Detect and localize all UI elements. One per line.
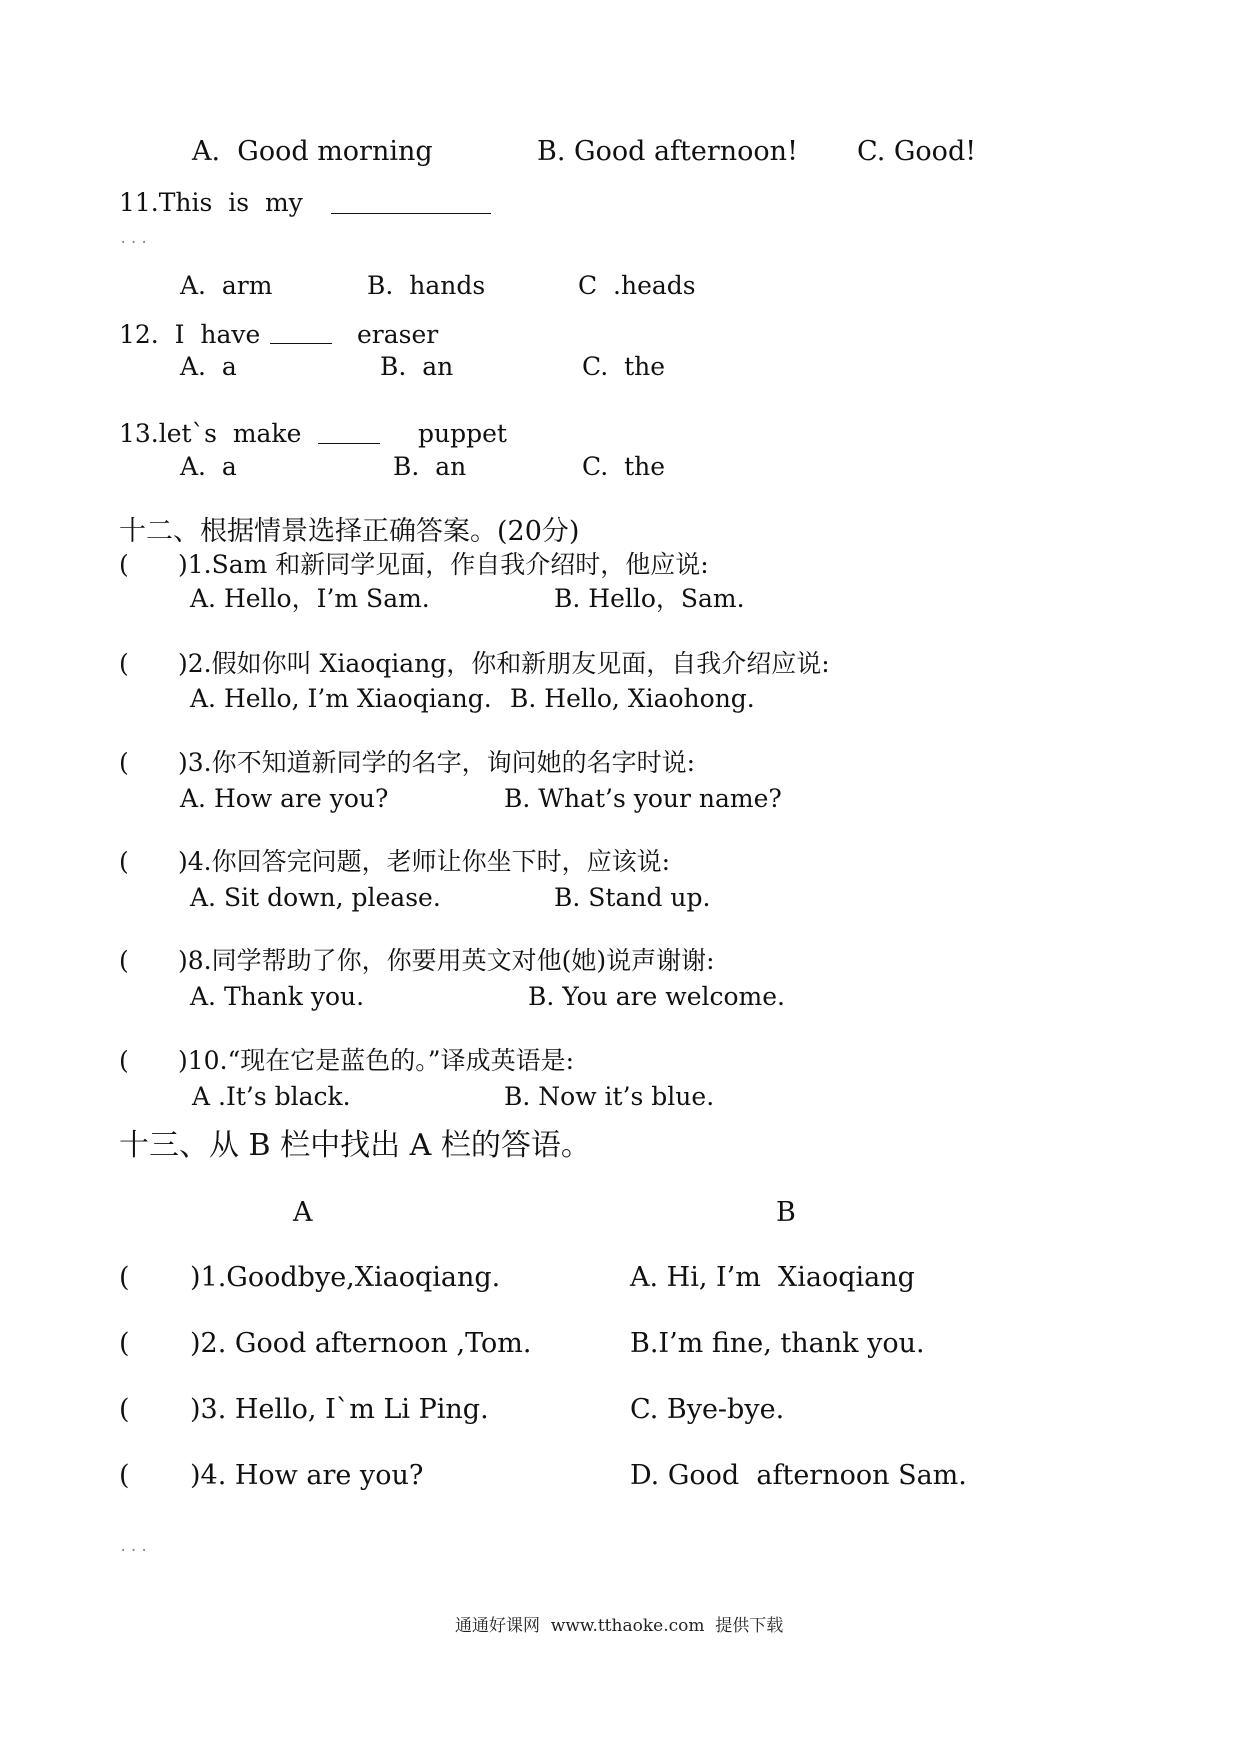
q12-8-stem: )8.同学帮助了你，你要用英文对他(她)说声谢谢: <box>178 946 715 975</box>
q12-1-option-a: A. Hello，I’m Sam. <box>190 584 430 613</box>
q10-option-c: C. Good! <box>857 136 977 167</box>
match-1-paren: ( <box>119 1262 130 1293</box>
match-2-left: )2. Good afternoon ,Tom. <box>190 1328 532 1359</box>
q12-option-c: C. the <box>582 352 666 381</box>
q11-stem: 11.This is my <box>119 188 303 217</box>
q12-3-option-a: A. How are you? <box>180 784 389 813</box>
match-3-paren: ( <box>119 1394 130 1425</box>
dot-leader: ... <box>119 231 151 247</box>
q12-2-stem: )2.假如你叫 Xiaoqiang，你和新朋友见面，自我介绍应说: <box>178 649 830 678</box>
match-3-right: C. Bye-bye. <box>630 1394 785 1425</box>
part13-heading: 十三、从 B 栏中找出 A 栏的答语。 <box>119 1128 591 1163</box>
q12-1-option-b: B. Hello，Sam. <box>554 584 745 613</box>
match-4-paren: ( <box>119 1460 130 1491</box>
q12-4-stem: )4.你回答完问题，老师让你坐下时，应该说: <box>178 847 671 876</box>
q12-1-paren: ( <box>119 550 129 579</box>
q12-option-b: B. an <box>380 352 454 381</box>
q12-3-stem: )3.你不知道新同学的名字，询问她的名字时说: <box>178 748 696 777</box>
q13-answer-blank <box>318 443 380 444</box>
column-a-label: A <box>293 1197 313 1228</box>
q12-3-option-b: B. What’s your name? <box>504 784 782 813</box>
match-3-left: )3. Hello, I`m Li Ping. <box>190 1394 489 1425</box>
q12-10-paren: ( <box>119 1046 129 1075</box>
q12-stem-after: eraser <box>357 320 439 349</box>
q12-2-option-a: A. Hello, I’m Xiaoqiang. <box>190 684 492 713</box>
q12-option-a: A. a <box>180 352 237 381</box>
match-1-left: )1.Goodbye,Xiaoqiang. <box>190 1262 501 1293</box>
q12-answer-blank <box>270 343 332 344</box>
footer-source: 通通好课网 www.tthaoke.com 提供下载 <box>455 1616 784 1636</box>
q12-8-paren: ( <box>119 946 129 975</box>
q11-option-c: C .heads <box>578 271 696 300</box>
q13-option-c: C. the <box>582 452 666 481</box>
q12-4-option-a: A. Sit down, please. <box>190 883 441 912</box>
q11-option-b: B. hands <box>367 271 486 300</box>
q10-option-b: B. Good afternoon! <box>537 136 798 167</box>
q12-3-paren: ( <box>119 748 129 777</box>
column-b-label: B <box>776 1197 796 1228</box>
q13-stem-after: puppet <box>418 419 507 448</box>
q12-stem-before: 12. I have <box>119 320 261 349</box>
match-2-paren: ( <box>119 1328 130 1359</box>
match-1-right: A. Hi, I’m Xiaoqiang <box>630 1262 915 1293</box>
part12-heading: 十二、根据情景选择正确答案。(20分) <box>119 516 580 547</box>
match-4-left: )4. How are you? <box>190 1460 424 1491</box>
q12-2-option-b: B. Hello, Xiaohong. <box>510 684 755 713</box>
match-4-right: D. Good afternoon Sam. <box>630 1460 967 1491</box>
q13-option-a: A. a <box>180 452 237 481</box>
q12-8-option-b: B. You are welcome. <box>528 982 785 1011</box>
q12-4-option-b: B. Stand up. <box>554 883 711 912</box>
q12-1-stem: )1.Sam 和新同学见面，作自我介绍时，他应说: <box>178 550 709 579</box>
q12-10-stem: )10.“现在它是蓝色的。”译成英语是: <box>178 1046 574 1075</box>
dot-leader: ... <box>119 1539 151 1555</box>
q12-10-option-b: B. Now it’s blue. <box>504 1082 715 1111</box>
q12-2-paren: ( <box>119 649 129 678</box>
q10-option-a: A. Good morning <box>192 136 433 167</box>
q12-4-paren: ( <box>119 847 129 876</box>
q13-stem-before: 13.let`s make <box>119 419 302 448</box>
q12-10-option-a: A .It’s black. <box>192 1082 351 1111</box>
q11-answer-blank <box>331 213 491 214</box>
q11-option-a: A. arm <box>180 271 273 300</box>
q13-option-b: B. an <box>393 452 467 481</box>
match-2-right: B.I’m fine, thank you. <box>630 1328 925 1359</box>
q12-8-option-a: A. Thank you. <box>190 982 365 1011</box>
